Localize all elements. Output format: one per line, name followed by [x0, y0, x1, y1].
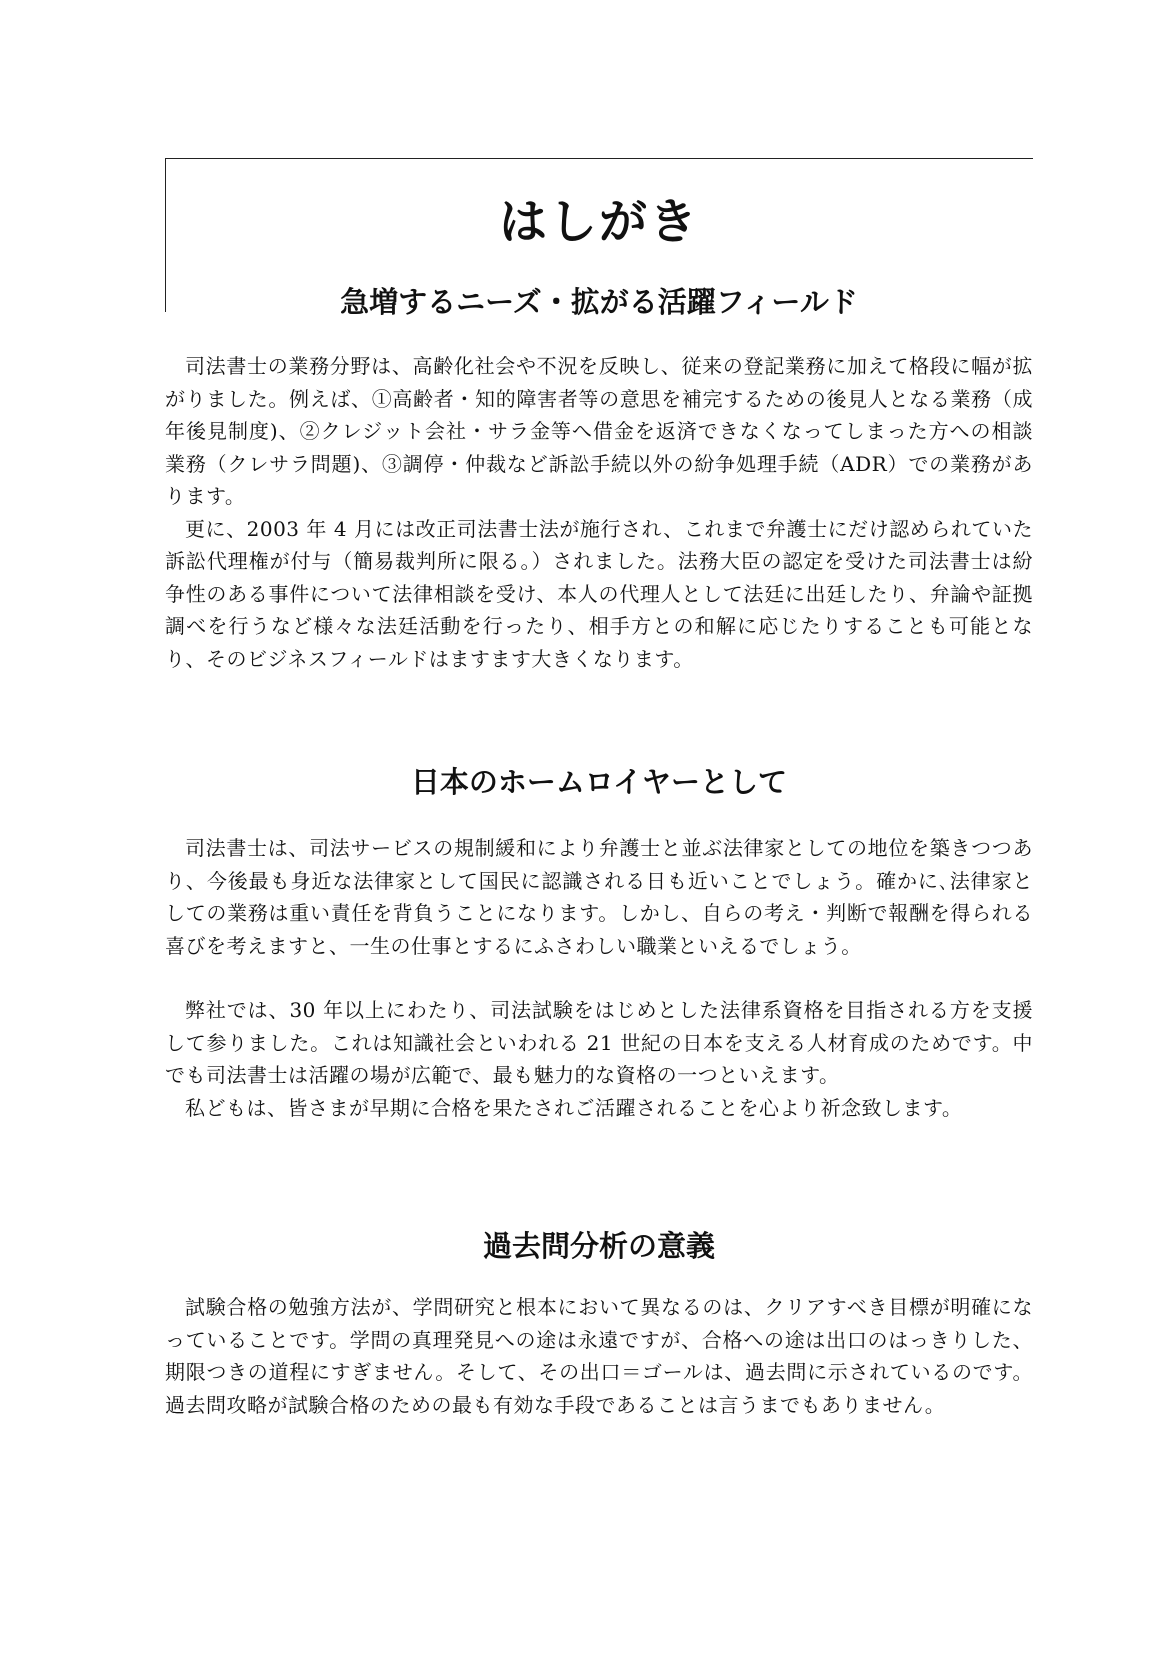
section-heading: 過去問分析の意義 — [482, 1229, 715, 1263]
paragraph: 弊社では、30 年以上にわたり、司法試験をはじめとした法律系資格を目指される方を支援して参りました。これは知識社会といわれる 21 世紀の日本を支える人材育成のためです。中でも司法書士は活躍の場が広範で、最も魅力的な資格の一つといえます。 — [165, 998, 1033, 1087]
paragraph: 司法書士の業務分野は、高齢化社会や不況を反映し、従来の登記業務に加えて格段に幅が拡がりました。例えば、①高齢者・知的障害者等の意思を補完するための後見人となる業務（成年後見制度)、②クレジット会社・サラ金等へ借金を返済できなくなってしまった方への相談業務（クレサラ問題)、③調停・仲裁など訴訟手続以外の紛争処理手続（ADR）での業務があります。 — [165, 354, 1033, 508]
paragraph: 試験合格の勉強方法が、学問研究と根本において異なるのは、クリアすべき目標が明確になっていることです。学問の真理発見への途は永遠ですが、合格への途は出口のはっきりした、期限つきの道程にすぎません。そして、その出口＝ゴールは、過去問に示されているのです。過去問攻略が試験合格のための最も有効な手段であることは言うまでもありません。 — [165, 1295, 1033, 1417]
paragraph: 更に、2003 年 4 月には改正司法書士法が施行され、これまで弁護士にだけ認められていた訴訟代理権が付与（簡易裁判所に限る。）されました。法務大臣の認定を受けた司法書士は紛争性のある事件について法律相談を受け、本人の代理人として法廷に出廷したり、弁論や証拠調べを行うなど様々な法廷活動を行ったり、相手方との和解に応じたりすることも可能となり、そのビジネスフィールドはますます大きくなります。 — [165, 516, 1033, 671]
section-growing-needs — [165, 282, 1033, 675]
section-heading: 日本のホームロイヤーとして — [410, 765, 788, 799]
paragraph: 私どもは、皆さまが早期に合格を果たされご活躍されることを心より祈念致します。 — [185, 1095, 963, 1120]
paragraph: 司法書士は、司法サービスの規制緩和により弁護士と並ぶ法律家としての地位を築きつつあり、今後最も身近な法律家として国民に認識される日も近いことでしょう。確かに､法律家としての業務は重い責任を背負うことになります。しかし、自らの考え・判断で報酬を得られる喜びを考えますと、一生の仕事とするにふさわしい職業といえるでしょう。 — [165, 836, 1033, 958]
section-home-lawyer — [165, 762, 1033, 1124]
title-frame-top-rule — [165, 158, 1033, 159]
page-title: はしがき — [498, 194, 699, 250]
section-past-exam-analysis — [165, 1226, 1033, 1421]
section-heading: 急増するニーズ・拡がる活躍フィールド — [340, 285, 858, 319]
